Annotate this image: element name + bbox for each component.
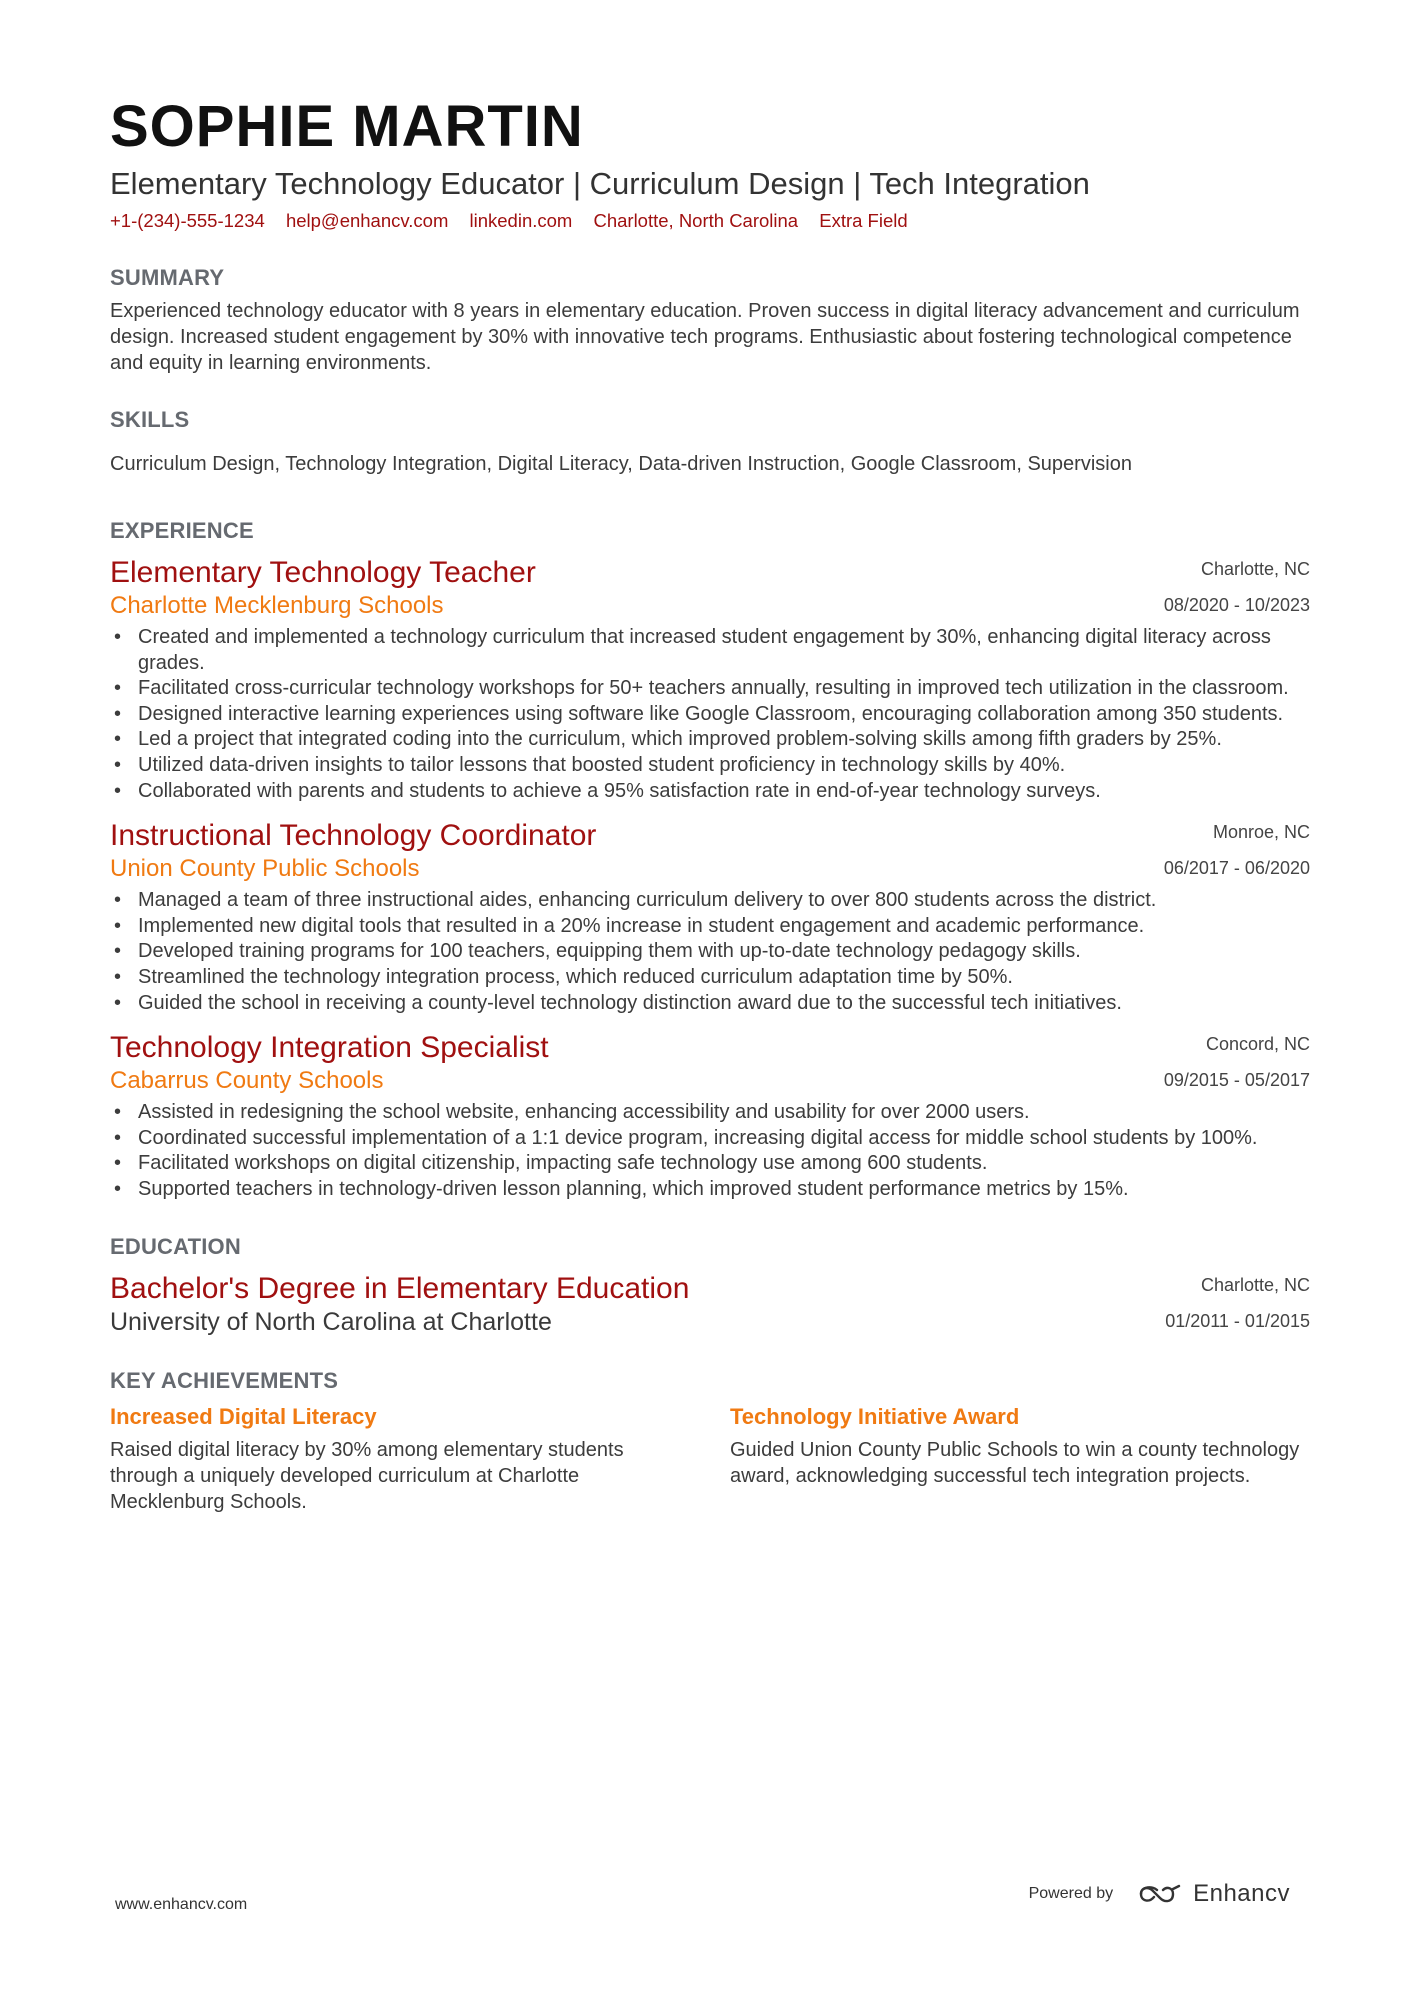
education-heading: EDUCATION [110,1233,241,1259]
education-section [110,1233,1310,1337]
resume-content [110,92,1310,1515]
job-bullet: • Streamlined the technology integration process, which reduced curriculum adaptation time by 50%. [110,965,1310,991]
job-bullet: • Coordinated successful implementation of a 1:1 device program, increasing digital access for middle school students by 100%. [110,1126,1310,1152]
job-title: Instructional Technology Coordinator [110,819,597,853]
job-bullet: • Facilitated workshops on digital citizenship, impacting safe technology use among 600 students. [110,1151,1310,1177]
job-company: Cabarrus County Schools [110,1067,384,1095]
job-bullets [110,625,1310,804]
contact-extra-field: Extra Field [819,210,908,231]
enhancv-brand-name: Enhancv [1193,1880,1290,1907]
job-entry [110,818,1310,1016]
enhancv-logo[interactable] [1137,1880,1290,1908]
job-bullet: • Developed training programs for 100 teachers, equipping them with up-to-date technology pedagogy skills. [110,939,1310,965]
powered-by-label: Powered by [1028,1885,1114,1902]
job-bullet: • Created and implemented a technology curriculum that increased student engagement by 30%, enhancing digital literacy across grades. [110,625,1310,676]
achievement-text: Raised digital literacy by 30% among elementary students through a uniquely developed curriculum at Charlotte Mecklenburg Schools. [110,1438,624,1513]
experience-heading: EXPERIENCE [110,518,254,543]
skills-heading: SKILLS [110,407,190,432]
job-dates: 06/2017 - 06/2020 [1163,858,1310,879]
job-bullet: • Assisted in redesigning the school website, enhancing accessibility and usability for over 2000 users. [110,1100,1310,1126]
job-bullet: • Facilitated cross-curricular technology workshops for 50+ teachers annually, resulting in improved tech utilization in the classroom. [110,676,1310,702]
contact-phone[interactable]: +1-(234)-555-1234 [110,210,265,231]
job-bullets [110,888,1310,1016]
job-bullet: • Implemented new digital tools that resulted in a 20% increase in student engagement and academic performance. [110,914,1310,940]
summary-section [110,264,1310,376]
job-bullet: • Led a project that integrated coding into the curriculum, which improved problem-solving skills among fifth graders by 25%. [110,727,1310,753]
achievements-section [110,1367,1310,1515]
achievement-text: Guided Union County Public Schools to win a county technology award, acknowledging successful tech integration projects. [730,1438,1300,1487]
job-location: Monroe, NC [1212,822,1310,843]
achievement-item [730,1403,1310,1515]
achievements-heading: KEY ACHIEVEMENTS [110,1367,339,1393]
achievement-title: Technology Initiative Award [730,1403,1020,1429]
skills-text: Curriculum Design, Technology Integration, Digital Literacy, Data-driven Instruction, Google Classroom, Supervision [110,453,1132,475]
job-entry [110,1030,1310,1202]
job-bullets [110,1100,1310,1202]
achievement-item [110,1403,690,1515]
experience-section [110,517,1310,1203]
education-school: University of North Carolina at Charlotte [110,1307,552,1336]
skills-section [110,406,1310,477]
candidate-headline: Elementary Technology Educator | Curriculum Design | Tech Integration [110,166,1090,201]
footer-website[interactable]: www.enhancv.com [115,1896,248,1913]
job-company: Union County Public Schools [110,855,420,883]
job-bullet: • Supported teachers in technology-driven lesson planning, which improved student performance metrics by 15%. [110,1177,1310,1203]
achievements-grid [110,1403,1310,1515]
job-bullet: • Designed interactive learning experiences using software like Google Classroom, encouraging collaboration among 350 students. [110,702,1310,728]
footer-branding [1029,1880,1290,1908]
job-location: Charlotte, NC [1200,559,1310,579]
job-bullet: • Managed a team of three instructional aides, enhancing curriculum delivery to over 800 students across the district. [110,888,1310,914]
job-dates: 08/2020 - 10/2023 [1163,595,1310,615]
job-bullet: • Guided the school in receiving a county-level technology distinction award due to the successful tech initiatives. [110,991,1310,1017]
job-title: Technology Integration Specialist [110,1031,549,1065]
job-entry [110,555,1310,804]
contact-bar [110,208,1310,234]
candidate-name: SOPHIE MARTIN [110,94,584,159]
education-degree: Bachelor's Degree in Elementary Education [110,1271,690,1305]
job-dates: 09/2015 - 05/2017 [1163,1070,1310,1091]
summary-text: Experienced technology educator with 8 years in elementary education. Proven success in digital literacy advancement and curriculum design. Increased student engagement by 30% with innovative tech programs. Enthusiastic about fostering technological competence and equity in learning environments. [110,300,1300,374]
job-bullet: • Collaborated with parents and students to achieve a 95% satisfaction rate in end-of-year technology surveys. [110,779,1310,805]
education-dates: 01/2011 - 01/2015 [1165,1310,1310,1331]
job-title: Elementary Technology Teacher [110,556,536,589]
contact-email[interactable]: help@enhancv.com [285,210,449,231]
achievement-title: Increased Digital Literacy [110,1403,377,1429]
job-company: Charlotte Mecklenburg Schools [110,592,444,619]
contact-linkedin[interactable]: linkedin.com [469,210,573,231]
education-entry [110,1271,1310,1337]
contact-location: Charlotte, North Carolina [593,210,799,231]
job-bullet: • Utilized data-driven insights to tailor lessons that boosted student proficiency in technology skills by 40%. [110,753,1310,779]
job-location: Concord, NC [1205,1034,1310,1055]
education-location: Charlotte, NC [1200,1274,1310,1295]
summary-heading: SUMMARY [110,265,225,290]
enhancv-logo-icon [1137,1882,1183,1906]
